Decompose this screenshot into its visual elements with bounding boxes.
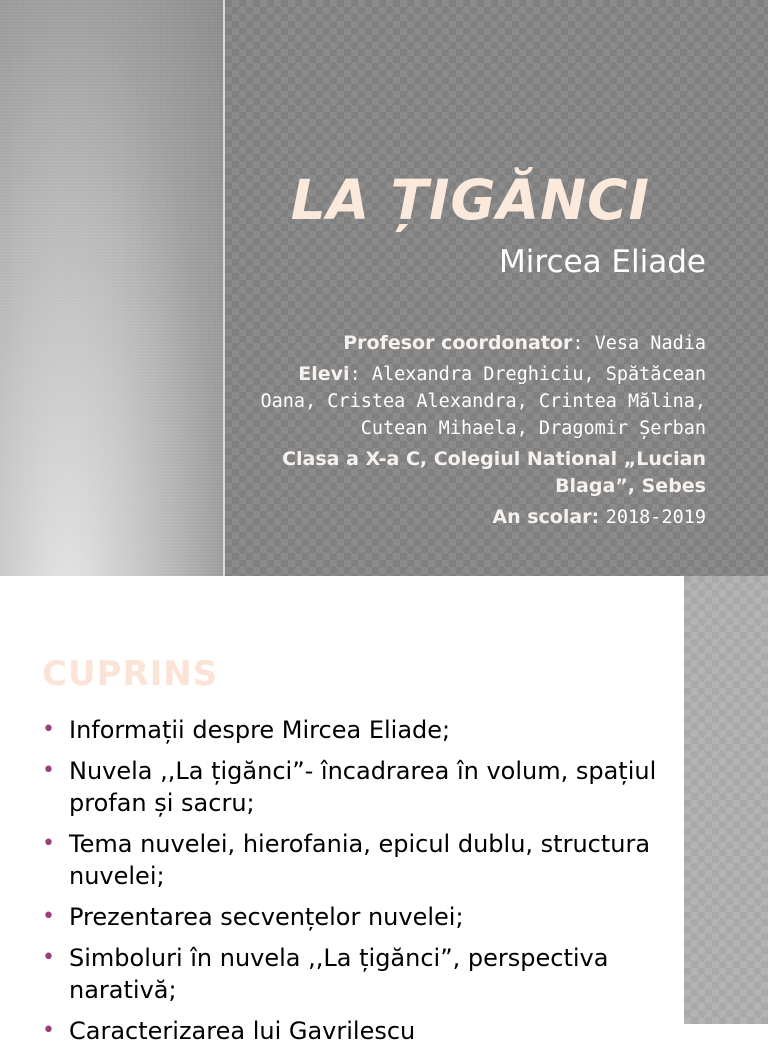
list-item: [42, 714, 662, 746]
coordinator-name: : Vesa Nadia: [572, 333, 706, 354]
bullet-icon: •: [42, 758, 55, 783]
textured-side-panel: [0, 0, 223, 576]
school-year-line: [236, 504, 706, 531]
list-item: [42, 828, 662, 892]
bullet-icon: •: [42, 831, 55, 856]
list-item-text: Nuvela ,,La țigănci”- încadrarea în volum, spațiul profan și sacru;: [69, 757, 657, 817]
bullet-icon: •: [42, 1018, 55, 1043]
class-line: Clasa a X-a C, Colegiul National „Lucian Blaga”, Sebes: [282, 448, 706, 497]
coordinator-line: [236, 330, 706, 357]
list-item-text: Tema nuvelei, hierofania, epicul dublu, structura nuvelei;: [69, 830, 651, 890]
slide-subtitle-author: Mircea Eliade: [499, 244, 706, 280]
slide-title: LA ȚIGĂNCI: [290, 168, 650, 232]
list-item-text: Informații despre Mircea Eliade;: [69, 716, 451, 744]
contents-list: [42, 714, 662, 1056]
school-year-label: An scolar:: [492, 506, 606, 528]
students-line: [236, 361, 706, 442]
contents-slide: [0, 576, 768, 1045]
credits-block: [236, 330, 706, 535]
contents-heading: CUPRINS: [42, 654, 219, 694]
bullet-icon: •: [42, 945, 55, 970]
coordinator-label: Profesor coordonator: [343, 332, 573, 354]
school-year-value: 2018-2019: [605, 507, 706, 528]
list-item: [42, 942, 662, 1006]
list-item-text: Prezentarea secvențelor nuvelei;: [69, 903, 464, 931]
students-label: Elevi: [298, 363, 350, 385]
list-item: [42, 1015, 662, 1047]
list-item: [42, 755, 662, 819]
list-item-text: Caracterizarea lui Gavrilescu: [69, 1017, 416, 1045]
students-names: : Alexandra Dreghiciu, Spătăcean Oana, Cristea Alexandra, Crintea Mălina, Cutean Mihaela, Dragomir Șerban: [260, 364, 706, 439]
bullet-icon: •: [42, 904, 55, 929]
list-item: [42, 901, 662, 933]
patterned-side-stripe: [684, 576, 768, 1024]
bullet-icon: •: [42, 717, 55, 742]
list-item-text: Simboluri în nuvela ,,La țigănci”, perspectiva narativă;: [69, 944, 609, 1004]
